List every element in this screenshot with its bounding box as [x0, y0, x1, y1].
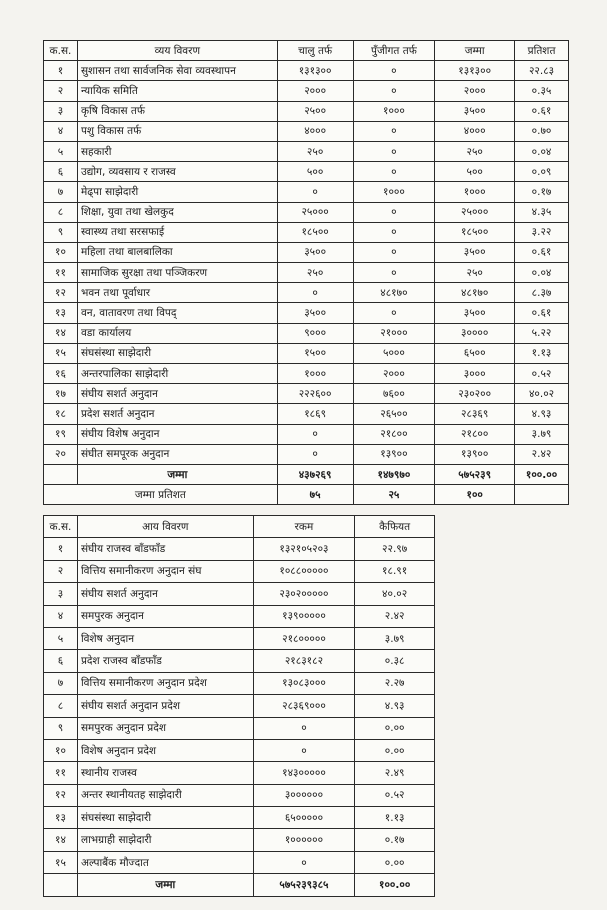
cell-amount: २१८००००० — [253, 627, 355, 649]
cell-sn: ५ — [44, 141, 78, 161]
expenditure-total-label: जम्मा — [77, 464, 277, 484]
cell-amount: ३०००००० — [253, 784, 355, 806]
cell-description: शिक्षा, युवा तथा खेलकुद — [77, 202, 277, 222]
cell-amount: ० — [253, 717, 355, 739]
table-row — [44, 538, 435, 560]
cell-remarks: २.४९ — [355, 762, 435, 784]
cell-current: २००० — [277, 81, 353, 101]
cell-capital: ० — [353, 61, 435, 81]
expenditure-total-row — [44, 464, 569, 484]
cell-capital: २००० — [353, 364, 435, 384]
cell-current: ० — [277, 424, 353, 444]
cell-description: विशेष अनुदान प्रदेश — [77, 739, 253, 761]
cell-description: पशु विकास तर्फ — [77, 121, 277, 141]
table-row — [44, 424, 569, 444]
table-row — [44, 141, 569, 161]
cell-remarks: ०.५२ — [355, 784, 435, 806]
cell-percent: ३.२२ — [515, 222, 569, 242]
cell-total: ४००० — [435, 121, 515, 141]
cell-total: २५००० — [435, 202, 515, 222]
cell-sn: १६ — [44, 364, 78, 384]
table-row — [44, 829, 435, 851]
cell-description: महिला तथा बालबालिका — [77, 242, 277, 262]
cell-capital: ४८१७० — [353, 283, 435, 303]
cell-sn: ११ — [44, 762, 78, 784]
cell-amount: १४३००००० — [253, 762, 355, 784]
cell-sn: २ — [44, 560, 78, 582]
table-row — [44, 323, 569, 343]
header-income-description: आय विवरण — [77, 516, 253, 538]
cell-total: ५०० — [435, 162, 515, 182]
table-row — [44, 583, 435, 605]
cell-capital: २१००० — [353, 323, 435, 343]
cell-description: संघसंस्था साझेदारी — [77, 807, 253, 829]
cell-remarks: २२.९७ — [355, 538, 435, 560]
income-total-label: जम्मा — [77, 874, 253, 896]
cell-total: २५० — [435, 141, 515, 161]
cell-sn: ३ — [44, 583, 78, 605]
cell-sn: १० — [44, 242, 78, 262]
cell-total: १३१३०० — [435, 61, 515, 81]
cell-percent: ४.९३ — [515, 404, 569, 424]
cell-percent: ०.५२ — [515, 364, 569, 384]
cell-sn: ११ — [44, 263, 78, 283]
table-row — [44, 739, 435, 761]
header-remarks: कैफियत — [355, 516, 435, 538]
cell-description: उद्योग, व्यवसाय र राजस्व — [77, 162, 277, 182]
cell-current: ४००० — [277, 121, 353, 141]
cell-sn: ३ — [44, 101, 78, 121]
cell-remarks: ०.०० — [355, 851, 435, 873]
cell-sn: १५ — [44, 343, 78, 363]
header-expense-description: व्यय विवरण — [77, 41, 277, 61]
cell-total: ४८१७० — [435, 283, 515, 303]
cell-sn: १५ — [44, 851, 78, 873]
percent-total: १०० — [435, 485, 515, 505]
table-row — [44, 242, 569, 262]
table-row — [44, 444, 569, 464]
cell-total: ३००० — [435, 364, 515, 384]
cell-description: वन, वातावरण तथा विपद् — [77, 303, 277, 323]
cell-description: संघीय विशेष अनुदान — [77, 424, 277, 444]
cell-total: ३५०० — [435, 242, 515, 262]
table-row — [44, 717, 435, 739]
cell-sn: ८ — [44, 695, 78, 717]
cell-capital: ० — [353, 162, 435, 182]
total-current: ४३७२६९ — [277, 464, 353, 484]
cell-current: २२२६०० — [277, 384, 353, 404]
cell-sn: १४ — [44, 323, 78, 343]
cell-remarks: ०.३८ — [355, 650, 435, 672]
cell-capital: ० — [353, 202, 435, 222]
cell-current: २५० — [277, 141, 353, 161]
cell-current: ३५०० — [277, 242, 353, 262]
expenditure-table — [43, 40, 569, 505]
cell-capital: ० — [353, 303, 435, 323]
cell-current: ० — [277, 283, 353, 303]
cell-remarks: ०.०० — [355, 739, 435, 761]
table-row — [44, 807, 435, 829]
cell-total: ३५०० — [435, 303, 515, 323]
cell-description: अन्तरपालिका साझेदारी — [77, 364, 277, 384]
cell-amount: २१८३१८२ — [253, 650, 355, 672]
table-row — [44, 303, 569, 323]
cell-current: १३१३०० — [277, 61, 353, 81]
cell-percent: ०.७० — [515, 121, 569, 141]
cell-capital: ० — [353, 121, 435, 141]
cell-sn: ५ — [44, 627, 78, 649]
cell-current: ३५०० — [277, 303, 353, 323]
table-row — [44, 364, 569, 384]
cell-description: मेढ्पा साझेदारी — [77, 182, 277, 202]
cell-percent: ०.०९ — [515, 162, 569, 182]
cell-remarks: ४.९३ — [355, 695, 435, 717]
table-row — [44, 404, 569, 424]
cell-sn: १८ — [44, 404, 78, 424]
income-total-remarks: १००.०० — [355, 874, 435, 896]
cell-description: अल्पाबैंक मौज्दात — [77, 851, 253, 873]
expenditure-percent-row — [44, 485, 569, 505]
cell-current: २५००० — [277, 202, 353, 222]
cell-sn: १४ — [44, 829, 78, 851]
cell-total: २८३६९ — [435, 404, 515, 424]
cell-total: ६५०० — [435, 343, 515, 363]
cell-description: संघीय सशर्त अनुदान — [77, 384, 277, 404]
cell-description: समपुरक अनुदान — [77, 605, 253, 627]
cell-remarks: २.२७ — [355, 672, 435, 694]
table-row — [44, 283, 569, 303]
cell-percent: २२.८३ — [515, 61, 569, 81]
cell-amount: २३०२००००० — [253, 583, 355, 605]
cell-total: २५० — [435, 263, 515, 283]
cell-sn: २ — [44, 81, 78, 101]
table-row — [44, 695, 435, 717]
cell-percent: ०.६१ — [515, 242, 569, 262]
table-row — [44, 384, 569, 404]
cell-sn: १ — [44, 538, 78, 560]
cell-percent: ०.०४ — [515, 263, 569, 283]
cell-percent: १.१३ — [515, 343, 569, 363]
cell-capital: १००० — [353, 182, 435, 202]
cell-description: संघीत समपूरक अनुदान — [77, 444, 277, 464]
cell-remarks: २.४२ — [355, 605, 435, 627]
table-row — [44, 263, 569, 283]
cell-description: समपुरक अनुदान प्रदेश — [77, 717, 253, 739]
cell-current: २५० — [277, 263, 353, 283]
cell-sn: ७ — [44, 672, 78, 694]
cell-sn: ४ — [44, 605, 78, 627]
cell-amount: ० — [253, 851, 355, 873]
table-row — [44, 101, 569, 121]
cell-current: ० — [277, 444, 353, 464]
table-row — [44, 162, 569, 182]
cell-description: संघीय राजस्व बाँडफाँड — [77, 538, 253, 560]
cell-description: वित्तिय समानीकरण अनुदान संघ — [77, 560, 253, 582]
cell-amount: १०८८००००० — [253, 560, 355, 582]
cell-percent: ०.६१ — [515, 303, 569, 323]
header-sn: क.स. — [44, 516, 78, 538]
cell-amount: १३२१०५२०३ — [253, 538, 355, 560]
cell-total: ३५०० — [435, 101, 515, 121]
cell-total: १८५०० — [435, 222, 515, 242]
table-row — [44, 627, 435, 649]
table-row — [44, 784, 435, 806]
cell-total: २१८०० — [435, 424, 515, 444]
cell-percent: ८.३७ — [515, 283, 569, 303]
table-row — [44, 560, 435, 582]
income-table — [43, 515, 435, 897]
total-percent: १००.०० — [515, 464, 569, 484]
income-total-row — [44, 874, 435, 896]
cell-total: २३०२०० — [435, 384, 515, 404]
cell-current: १८६९ — [277, 404, 353, 424]
cell-total: १३९०० — [435, 444, 515, 464]
percent-current: ७५ — [277, 485, 353, 505]
cell-amount: ६५००००० — [253, 807, 355, 829]
cell-description: संघीय सशर्त अनुदान प्रदेश — [77, 695, 253, 717]
cell-description: स्वास्थ्य तथा सरसफाई — [77, 222, 277, 242]
cell-capital: १००० — [353, 101, 435, 121]
cell-description: अन्तर स्थानीयतह साझेदारी — [77, 784, 253, 806]
table-row — [44, 182, 569, 202]
header-amount: रकम — [253, 516, 355, 538]
cell-description: प्रदेश राजस्व बाँडफाँड — [77, 650, 253, 672]
cell-current: १५०० — [277, 343, 353, 363]
cell-sn: ९ — [44, 717, 78, 739]
cell-amount: १३९००००० — [253, 605, 355, 627]
cell-description: विशेष अनुदान — [77, 627, 253, 649]
cell-percent: ४.३५ — [515, 202, 569, 222]
cell-sn: १७ — [44, 384, 78, 404]
expenditure-body — [44, 61, 569, 465]
cell-capital: २१८०० — [353, 424, 435, 444]
cell-sn: २० — [44, 444, 78, 464]
cell-description: स्थानीय राजस्व — [77, 762, 253, 784]
cell-current: १००० — [277, 364, 353, 384]
cell-sn: ६ — [44, 162, 78, 182]
cell-percent: ४०.०२ — [515, 384, 569, 404]
cell-sn: ६ — [44, 650, 78, 672]
cell-description: कृषि विकास तर्फ — [77, 101, 277, 121]
cell-percent: ०.३५ — [515, 81, 569, 101]
table-row — [44, 851, 435, 873]
income-header-row — [44, 516, 435, 538]
cell-sn: १२ — [44, 283, 78, 303]
cell-capital: १३९०० — [353, 444, 435, 464]
cell-description: प्रदेश सशर्त अनुदान — [77, 404, 277, 424]
cell-description: न्यायिक समिति — [77, 81, 277, 101]
header-total: जम्मा — [435, 41, 515, 61]
cell-description: लाभग्राही साझेदारी — [77, 829, 253, 851]
cell-sn: ७ — [44, 182, 78, 202]
cell-sn: १ — [44, 61, 78, 81]
table-row — [44, 202, 569, 222]
cell-total: २००० — [435, 81, 515, 101]
cell-total: १००० — [435, 182, 515, 202]
table-row — [44, 81, 569, 101]
cell-amount: २८३६९००० — [253, 695, 355, 717]
cell-remarks: ४०.०२ — [355, 583, 435, 605]
table-row — [44, 61, 569, 81]
cell-capital: २६५०० — [353, 404, 435, 424]
cell-percent: ०.६१ — [515, 101, 569, 121]
header-capital: पुँजीगत तर्फ — [353, 41, 435, 61]
table-row — [44, 605, 435, 627]
header-current: चालु तर्फ — [277, 41, 353, 61]
cell-description: संघसंस्था साझेदारी — [77, 343, 277, 363]
cell-capital: ० — [353, 222, 435, 242]
cell-amount: १०००००० — [253, 829, 355, 851]
cell-percent: ०.०४ — [515, 141, 569, 161]
cell-capital: ० — [353, 263, 435, 283]
cell-percent: ३.७९ — [515, 424, 569, 444]
table-row — [44, 762, 435, 784]
cell-sn: १९ — [44, 424, 78, 444]
cell-capital: ५००० — [353, 343, 435, 363]
cell-description: सहकारी — [77, 141, 277, 161]
cell-current: ९००० — [277, 323, 353, 343]
cell-total: ३०००० — [435, 323, 515, 343]
cell-description: भवन तथा पूर्वाधार — [77, 283, 277, 303]
cell-current: २५०० — [277, 101, 353, 121]
cell-capital: ० — [353, 141, 435, 161]
cell-capital: ० — [353, 242, 435, 262]
cell-description: सामाजिक सुरक्षा तथा पञ्जिकरण — [77, 263, 277, 283]
cell-description: वित्तिय समानीकरण अनुदान प्रदेश — [77, 672, 253, 694]
cell-current: ० — [277, 182, 353, 202]
cell-remarks: ३.७९ — [355, 627, 435, 649]
cell-sn: १३ — [44, 303, 78, 323]
header-percent: प्रतिशत — [515, 41, 569, 61]
cell-description: संघीय सशर्त अनुदान — [77, 583, 253, 605]
cell-amount: १३०८३००० — [253, 672, 355, 694]
cell-description: सुशासन तथा सार्वजनिक सेवा व्यवस्थापन — [77, 61, 277, 81]
table-row — [44, 121, 569, 141]
table-row — [44, 672, 435, 694]
cell-percent: ०.१७ — [515, 182, 569, 202]
total-amount: ५७५२३९ — [435, 464, 515, 484]
cell-sn: ४ — [44, 121, 78, 141]
cell-remarks: १.१३ — [355, 807, 435, 829]
cell-amount: ० — [253, 739, 355, 761]
cell-sn: १० — [44, 739, 78, 761]
table-row — [44, 343, 569, 363]
cell-sn: ९ — [44, 222, 78, 242]
cell-sn: १३ — [44, 807, 78, 829]
header-sn: क.स. — [44, 41, 78, 61]
cell-capital: ० — [353, 81, 435, 101]
percent-blank — [515, 485, 569, 505]
table-row — [44, 650, 435, 672]
cell-description: वडा कार्यालय — [77, 323, 277, 343]
total-capital: १४७९७० — [353, 464, 435, 484]
cell-remarks: १८.९१ — [355, 560, 435, 582]
cell-percent: २.४२ — [515, 444, 569, 464]
cell-percent: ५.२२ — [515, 323, 569, 343]
cell-current: १८५०० — [277, 222, 353, 242]
cell-capital: ७६०० — [353, 384, 435, 404]
table-row — [44, 222, 569, 242]
expenditure-percent-label: जम्मा प्रतिशत — [44, 485, 278, 505]
income-total-amount: ५७५२३९३८५ — [253, 874, 355, 896]
income-body — [44, 538, 435, 874]
cell-remarks: ०.०० — [355, 717, 435, 739]
cell-current: ५०० — [277, 162, 353, 182]
cell-sn: १२ — [44, 784, 78, 806]
cell-sn: ८ — [44, 202, 78, 222]
expenditure-header-row — [44, 41, 569, 61]
cell-remarks: ०.१७ — [355, 829, 435, 851]
percent-capital: २५ — [353, 485, 435, 505]
